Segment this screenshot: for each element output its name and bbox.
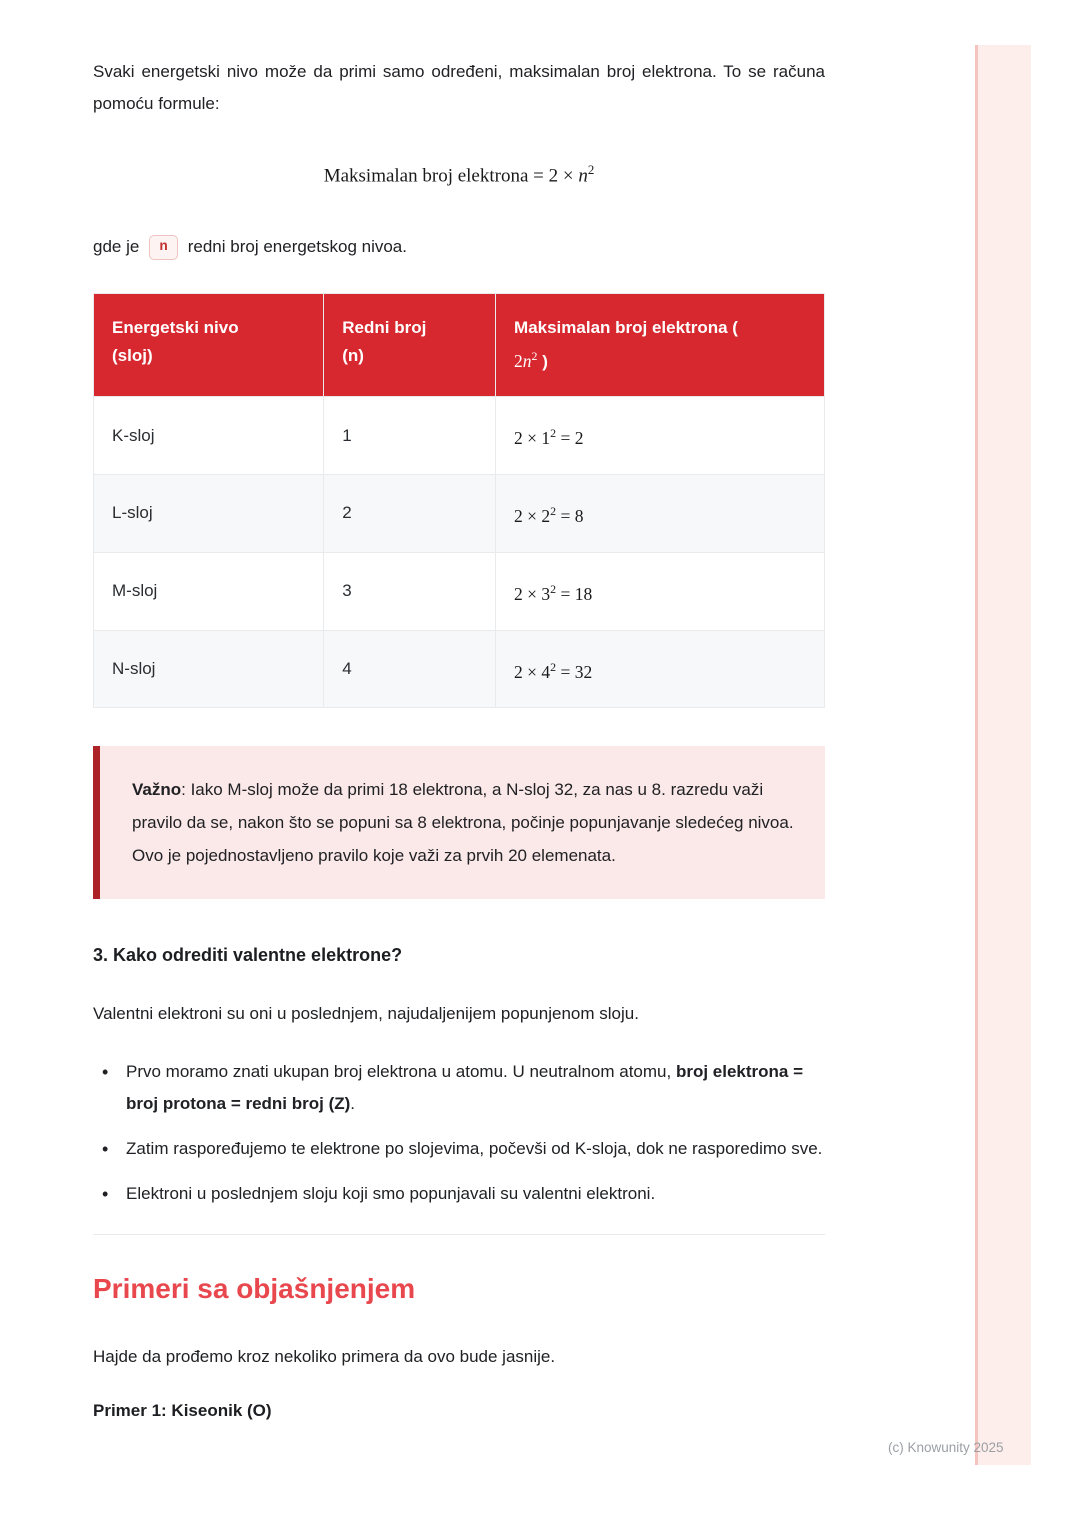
cell-formula-exp: 2 — [550, 581, 557, 596]
table-header-row — [94, 294, 825, 397]
cell-formula-exp: 2 — [550, 659, 557, 674]
bullet-text-after: . — [350, 1094, 356, 1114]
bullet-bold-text: broj elektrona = broj protona = redni broj (Z) — [126, 1062, 804, 1114]
header-max-math — [514, 351, 537, 371]
cell-formula-result: = 18 — [556, 583, 593, 604]
page-content — [93, 56, 825, 1421]
cell-formula-result: = 2 — [556, 427, 584, 448]
header-max-line1: Maksimalan broj elektrona ( — [514, 318, 738, 338]
table-row — [94, 397, 825, 475]
cell-formula — [496, 397, 825, 475]
intro-paragraph: Svaki energetski nivo može da primi samo određeni, maksimalan broj elektrona. To se računa pomoću formule: — [93, 62, 825, 113]
cell-formula — [496, 474, 825, 552]
table-header-level — [94, 294, 324, 397]
formula-explanation-line — [93, 231, 825, 263]
cell-sloj: L-sloj — [94, 474, 324, 552]
formula-text: Maksimalan broj elektrona = 2 × — [323, 165, 579, 187]
list-item — [93, 1056, 825, 1120]
bullet-text: Zatim raspoređujemo te elektrone po slojevima, počevši od K-sloja, dok ne rasporedimo sve. — [126, 1139, 823, 1159]
header-max-var: n — [522, 351, 532, 372]
header-level-line2: (sloj) — [112, 346, 153, 366]
header-number-line1: Redni broj — [342, 318, 427, 338]
valence-steps-list — [93, 1056, 825, 1210]
header-level-line1: Energetski nivo — [112, 318, 239, 338]
where-suffix: redni broj energetskog nivoa. — [187, 237, 407, 257]
examples-heading: Primeri sa objašnjenjem — [93, 1273, 416, 1305]
cell-formula — [496, 552, 825, 630]
cell-formula-result: = 32 — [556, 661, 593, 682]
valence-intro-paragraph: Valentni elektroni su oni u poslednjem, najudaljenijem popunjenom sloju. — [93, 1004, 639, 1024]
table-row — [94, 552, 825, 630]
bullet-text: Elektroni u poslednjem sloju koji smo popunjavali su valentni elektroni. — [126, 1184, 656, 1204]
important-note-callout — [93, 746, 825, 899]
table-header-max — [496, 294, 825, 397]
cell-formula-base: 2 × 2 — [514, 505, 551, 526]
cell-sloj: K-sloj — [94, 397, 324, 475]
formula-variable: n — [578, 165, 588, 187]
table-header-number — [324, 294, 496, 397]
cell-n: 2 — [324, 474, 496, 552]
important-text: : Iako M-sloj može da primi 18 elektrona, a N-sloj 32, za nas u 8. razredu važi pravilo da se, nakon što se popuni sa 8 elektrona, počinje popunjavanje sledećeg nivoa. Ovo je pojednostavljeno pravilo koje važi za prvih 20 elemenata. — [132, 780, 794, 866]
cell-formula-exp: 2 — [550, 503, 557, 518]
cell-formula-exp: 2 — [550, 426, 557, 441]
header-max-coeff: 2 — [514, 351, 523, 372]
where-prefix: gde je — [93, 237, 140, 257]
n-code-chip: n — [149, 235, 177, 260]
table-row — [94, 630, 825, 708]
cell-n: 3 — [324, 552, 496, 630]
section-divider — [93, 1234, 825, 1235]
important-label: Važno — [132, 780, 182, 800]
cell-formula-base: 2 × 1 — [514, 427, 551, 448]
formula-exponent: 2 — [587, 162, 595, 177]
page-edge-decoration — [975, 45, 1031, 1465]
bullet-text: Prvo moramo znati ukupan broj elektrona u atomu. U neutralnom atomu, — [126, 1062, 676, 1082]
list-item — [93, 1133, 825, 1165]
copyright-notice: (c) Knowunity 2025 — [888, 1440, 1004, 1455]
max-electrons-formula — [93, 162, 825, 187]
cell-formula-base: 2 × 3 — [514, 583, 551, 604]
section-3-heading: 3. Kako odrediti valentne elektrone? — [93, 945, 403, 966]
cell-n: 4 — [324, 630, 496, 708]
cell-formula-base: 2 × 4 — [514, 661, 551, 682]
cell-n: 1 — [324, 397, 496, 475]
table-row — [94, 474, 825, 552]
cell-formula — [496, 630, 825, 708]
cell-sloj: M-sloj — [94, 552, 324, 630]
cell-formula-result: = 8 — [556, 505, 584, 526]
header-max-exp: 2 — [531, 349, 538, 364]
examples-intro-paragraph: Hajde da prođemo kroz nekoliko primera da ovo bude jasnije. — [93, 1347, 556, 1367]
electron-levels-table — [93, 293, 825, 708]
header-max-close: ) — [537, 352, 548, 372]
list-item — [93, 1178, 825, 1210]
example-1-title: Primer 1: Kiseonik (O) — [93, 1401, 272, 1421]
cell-sloj: N-sloj — [94, 630, 324, 708]
header-number-line2: (n) — [342, 346, 364, 366]
